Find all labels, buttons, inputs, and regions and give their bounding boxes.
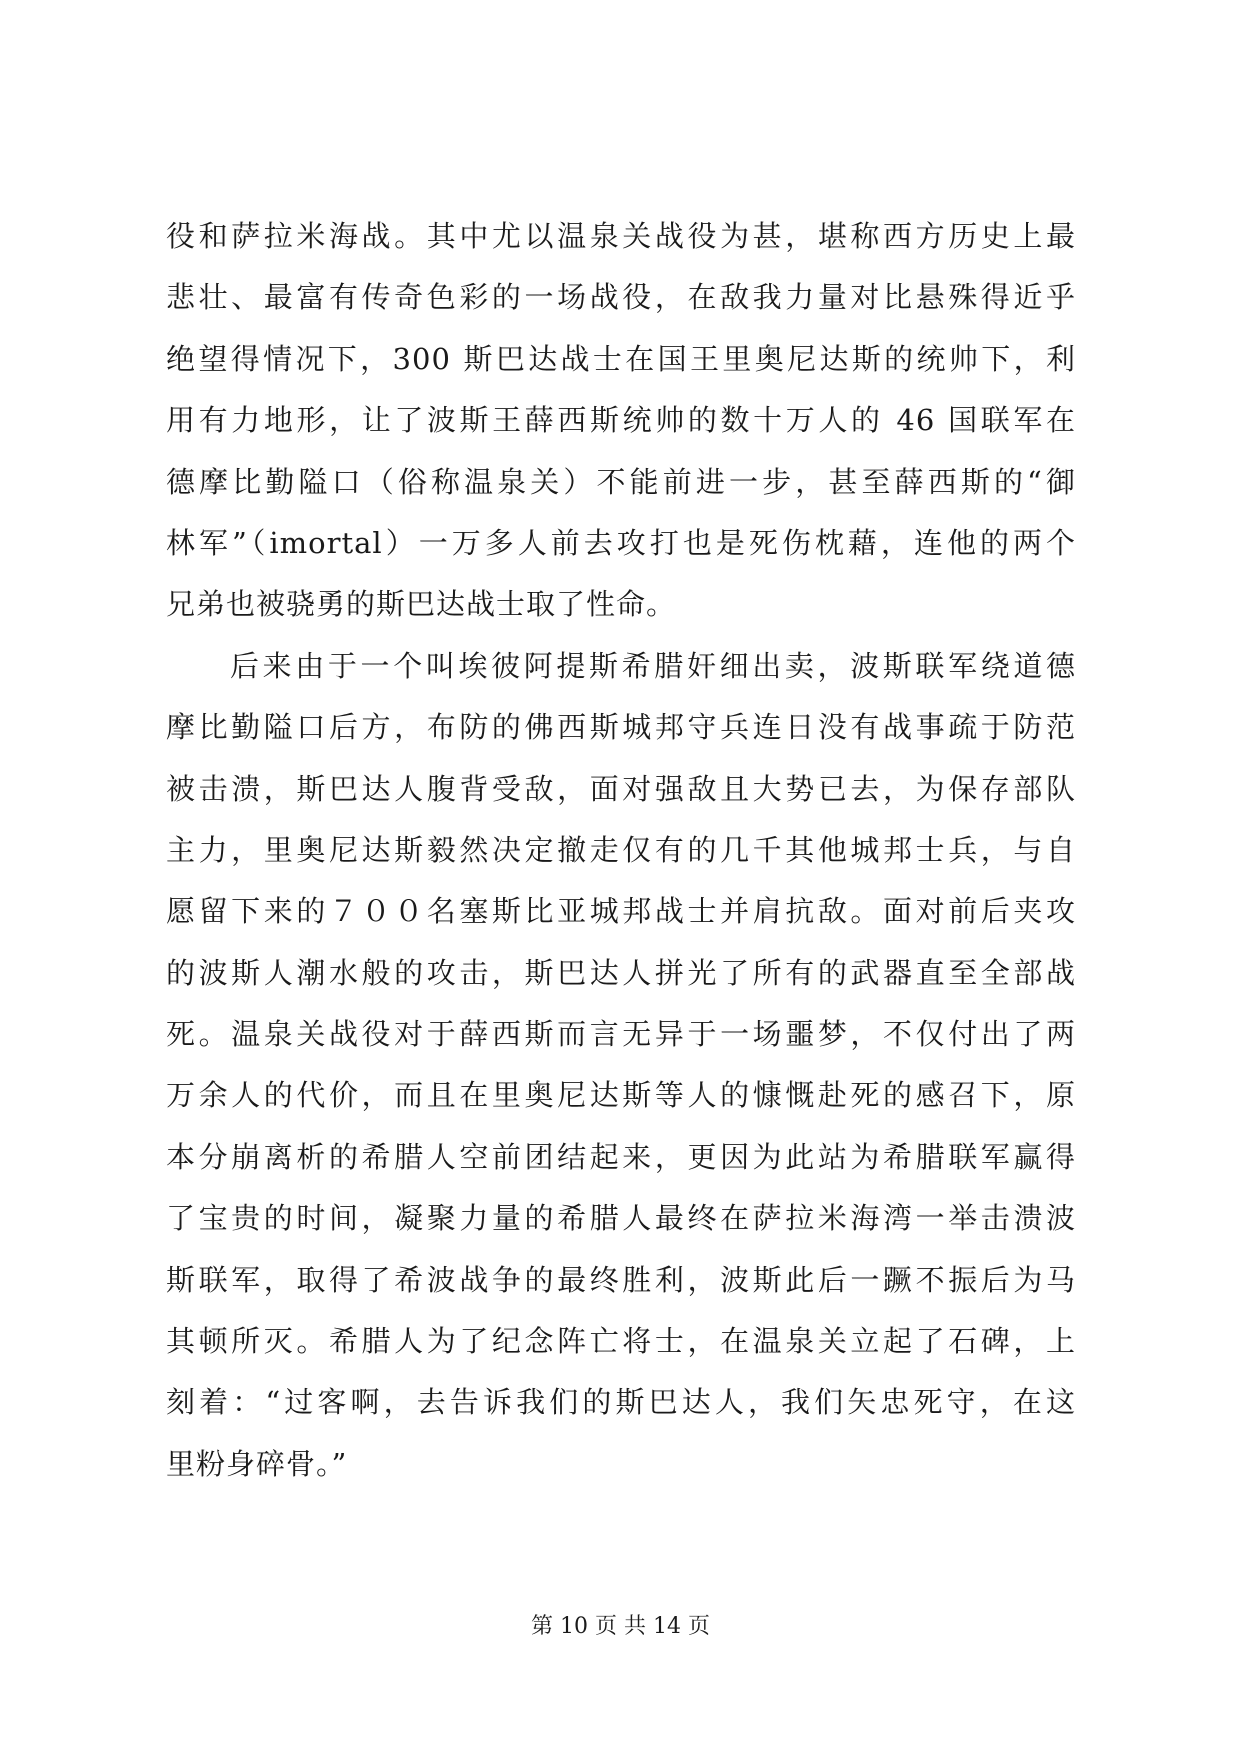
text-line: 的波斯人潮水般的攻击，斯巴达人拼光了所有的武器直至全部战: [166, 955, 1076, 990]
text-line: 兄弟也被骁勇的斯巴达战士取了性命。: [166, 587, 677, 622]
page-footer: [0, 1612, 1241, 1642]
body-text: [166, 206, 1076, 1495]
paragraph-2: [166, 636, 1076, 1495]
text-line: 死。温泉关战役对于薛西斯而言无异于一场噩梦，不仅付出了两: [166, 1017, 1076, 1052]
text-line: 用有力地形，让了波斯王薛西斯统帅的数十万人的 46 国联军在: [166, 403, 1076, 438]
text-line: 里粉身碎骨。”: [166, 1446, 348, 1481]
text-line: 斯联军，取得了希波战争的最终胜利，波斯此后一蹶不振后为马: [166, 1262, 1076, 1297]
text-line: 主力，里奥尼达斯毅然决定撤走仅有的几千其他城邦士兵，与自: [166, 832, 1076, 867]
text-line: 德摩比勤隘口（俗称温泉关）不能前进一步，甚至薛西斯的“御: [166, 464, 1076, 499]
paragraph-1: [166, 206, 1076, 636]
text-line: 绝望得情况下，300 斯巴达战士在国王里奥尼达斯的统帅下，利: [166, 341, 1076, 376]
text-line: 摩比勤隘口后方，布防的佛西斯城邦守兵连日没有战事疏于防范: [166, 710, 1076, 745]
text-line: 林军”（imortal）一万多人前去攻打也是死伤枕藉，连他的两个: [166, 525, 1076, 560]
page-number: 第 10 页 共 14 页: [531, 1614, 710, 1639]
text-line: 愿留下来的７００名塞斯比亚城邦战士并肩抗敌。面对前后夹攻: [166, 894, 1076, 929]
text-line: 悲壮、最富有传奇色彩的一场战役，在敌我力量对比悬殊得近乎: [166, 280, 1076, 315]
text-line: 其顿所灭。希腊人为了纪念阵亡将士，在温泉关立起了石碑，上: [166, 1324, 1076, 1359]
text-line: 万余人的代价，而且在里奥尼达斯等人的慷慨赴死的感召下，原: [166, 1078, 1076, 1113]
text-line: 本分崩离析的希腊人空前团结起来，更因为此站为希腊联军赢得: [166, 1139, 1076, 1174]
text-line: 被击溃，斯巴达人腹背受敌，面对强敌且大势已去，为保存部队: [166, 771, 1076, 806]
text-line: 后来由于一个叫埃彼阿提斯希腊奸细出卖，波斯联军绕道德: [230, 648, 1076, 683]
text-line: 刻着：“过客啊，去告诉我们的斯巴达人，我们矢忠死守，在这: [166, 1385, 1076, 1420]
text-line: 役和萨拉米海战。其中尤以温泉关战役为甚，堪称西方历史上最: [166, 219, 1076, 253]
text-line: 了宝贵的时间，凝聚力量的希腊人最终在萨拉米海湾一举击溃波: [166, 1201, 1076, 1236]
